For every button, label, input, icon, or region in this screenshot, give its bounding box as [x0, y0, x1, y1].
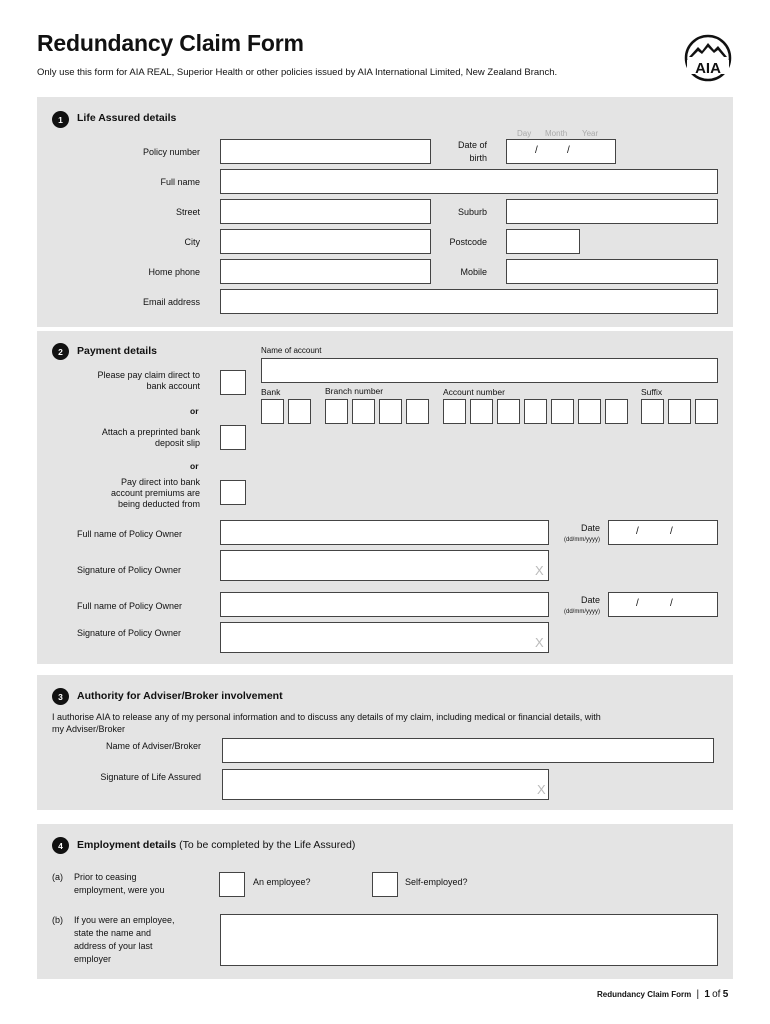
dob-day-hint: Day	[517, 129, 532, 138]
owner1-date-format: (dd/mm/yyyy)	[564, 537, 600, 543]
section-heading-1: Life Assured details	[77, 112, 177, 124]
dob-label-1: Date of	[457, 140, 487, 150]
owner2-name-label: Full name of Policy Owner	[77, 601, 183, 611]
last-employer-field[interactable]	[220, 914, 718, 966]
option3-label-2: account premiums are	[110, 488, 200, 498]
owner2-name-field[interactable]	[220, 592, 549, 617]
account-digit-2[interactable]	[470, 399, 493, 424]
policy-number-field[interactable]	[220, 139, 431, 164]
dob-field[interactable]	[506, 139, 616, 164]
email-label: Email address	[142, 297, 200, 307]
account-digit-6[interactable]	[578, 399, 601, 424]
branch-digit-3[interactable]	[379, 399, 402, 424]
email-field[interactable]	[220, 289, 718, 314]
postcode-field[interactable]	[506, 229, 580, 254]
owner1-date-slash-1: /	[636, 526, 639, 537]
account-digit-5[interactable]	[551, 399, 574, 424]
owner1-signature-field[interactable]	[220, 550, 549, 581]
section-number-4: 4	[52, 837, 69, 854]
section-number-2: 2	[52, 343, 69, 360]
owner2-date-format: (dd/mm/yyyy)	[564, 609, 600, 615]
account-digit-1[interactable]	[443, 399, 466, 424]
section-number-3: 3	[52, 688, 69, 705]
or-label-1: or	[190, 406, 199, 416]
life-assured-signature-field[interactable]	[222, 769, 549, 800]
authority-text-2: my Adviser/Broker	[52, 724, 126, 734]
suburb-field[interactable]	[506, 199, 718, 224]
question-b-line1: If you were an employee,	[74, 915, 175, 925]
full-name-field[interactable]	[220, 169, 718, 194]
option2-checkbox[interactable]	[220, 425, 246, 450]
question-a-letter: (a)	[52, 872, 63, 882]
footer-of-text: of	[712, 989, 721, 1000]
employee-label: An employee?	[253, 877, 311, 887]
or-label-2: or	[190, 461, 199, 471]
page-subtitle: Only use this form for AIA REAL, Superior Health or other policies issued by AIA International Limited, New Zealand Branch.	[37, 67, 558, 78]
question-b-line3: address of your last	[74, 941, 153, 951]
employee-checkbox[interactable]	[219, 872, 245, 897]
question-a-line2: employment, were you	[74, 885, 165, 895]
self-employed-label: Self-employed?	[405, 877, 468, 887]
option2-label-2: deposit slip	[154, 438, 200, 448]
full-name-label: Full name	[160, 177, 200, 187]
owner1-name-label: Full name of Policy Owner	[77, 529, 183, 539]
option1-checkbox[interactable]	[220, 370, 246, 395]
city-field[interactable]	[220, 229, 431, 254]
section-number-1: 1	[52, 111, 69, 128]
owner2-signature-field[interactable]	[220, 622, 549, 653]
owner1-sig-x-mark: X	[535, 563, 544, 578]
self-employed-checkbox[interactable]	[372, 872, 398, 897]
option1-label-2: bank account	[146, 381, 200, 391]
branch-digit-4[interactable]	[406, 399, 429, 424]
branch-digit-1[interactable]	[325, 399, 348, 424]
owner1-date-label: Date	[580, 523, 600, 533]
owner2-date-field[interactable]	[608, 592, 718, 617]
city-label: City	[184, 237, 200, 247]
account-digit-7[interactable]	[605, 399, 628, 424]
dob-month-hint: Month	[545, 129, 568, 138]
option3-label-3: being deducted from	[117, 499, 200, 509]
name-of-account-label: Name of account	[261, 346, 322, 355]
adviser-name-label: Name of Adviser/Broker	[105, 741, 201, 751]
mobile-label: Mobile	[460, 267, 487, 277]
street-label: Street	[175, 207, 200, 217]
question-b-line2: state the name and	[74, 928, 152, 938]
owner2-date-slash-2: /	[670, 598, 673, 609]
adviser-name-field[interactable]	[222, 738, 714, 763]
owner2-sig-x-mark: X	[535, 635, 544, 650]
section-heading-4-note: (To be completed by the Life Assured)	[176, 839, 356, 851]
option3-label-1: Pay direct into bank	[120, 477, 200, 487]
section-heading-4	[77, 839, 355, 851]
account-label: Account number	[443, 387, 505, 397]
svg-text:AIA: AIA	[695, 60, 721, 77]
section-heading-3: Authority for Adviser/Broker involvement	[77, 690, 283, 702]
footer-separator: |	[696, 989, 700, 1000]
branch-digit-2[interactable]	[352, 399, 375, 424]
suffix-digit-1[interactable]	[641, 399, 664, 424]
footer-form-name: Redundancy Claim Form	[597, 990, 692, 999]
page-title: Redundancy Claim Form	[37, 30, 304, 56]
name-of-account-field[interactable]	[261, 358, 718, 383]
dob-slash-2: /	[567, 145, 570, 156]
section-heading-2: Payment details	[77, 345, 157, 357]
life-assured-sig-label: Signature of Life Assured	[100, 772, 201, 782]
policy-number-label: Policy number	[142, 147, 200, 157]
bank-digit-2[interactable]	[288, 399, 311, 424]
dob-year-hint: Year	[582, 129, 599, 138]
home-phone-label: Home phone	[148, 267, 200, 277]
bank-label: Bank	[261, 387, 281, 397]
owner1-date-slash-2: /	[670, 526, 673, 537]
owner2-date-label: Date	[580, 595, 600, 605]
account-digit-3[interactable]	[497, 399, 520, 424]
question-b-line4: employer	[74, 954, 112, 964]
owner2-sig-label: Signature of Policy Owner	[77, 628, 182, 638]
authority-text-1: I authorise AIA to release any of my personal information and to discuss any details of my claim, including medical or financial details, with	[52, 712, 601, 722]
suburb-label: Suburb	[457, 207, 487, 217]
suffix-label: Suffix	[641, 387, 663, 397]
suffix-digit-2[interactable]	[668, 399, 691, 424]
owner2-date-slash-1: /	[636, 598, 639, 609]
section-heading-4-text: Employment details	[77, 839, 177, 851]
option1-label-1: Please pay claim direct to	[97, 370, 200, 380]
mobile-field[interactable]	[506, 259, 718, 284]
account-digit-4[interactable]	[524, 399, 547, 424]
street-field[interactable]	[220, 199, 431, 224]
question-b-letter: (b)	[52, 915, 63, 925]
dob-slash-1: /	[535, 145, 538, 156]
life-assured-sig-x-mark: X	[537, 782, 546, 797]
option3-checkbox[interactable]	[220, 480, 246, 505]
owner1-sig-label: Signature of Policy Owner	[77, 565, 182, 575]
page-footer	[597, 989, 728, 1000]
question-a-line1: Prior to ceasing	[74, 872, 137, 882]
postcode-label: Postcode	[449, 237, 487, 247]
owner1-name-field[interactable]	[220, 520, 549, 545]
branch-label: Branch number	[325, 386, 384, 396]
footer-page-total: 5	[722, 989, 729, 1000]
owner1-date-field[interactable]	[608, 520, 718, 545]
suffix-digit-3[interactable]	[695, 399, 718, 424]
footer-page-number: 1	[704, 989, 710, 1000]
aia-logo	[683, 33, 733, 83]
home-phone-field[interactable]	[220, 259, 431, 284]
dob-label-2: birth	[469, 153, 487, 163]
bank-digit-1[interactable]	[261, 399, 284, 424]
option2-label-1: Attach a preprinted bank	[101, 427, 200, 437]
